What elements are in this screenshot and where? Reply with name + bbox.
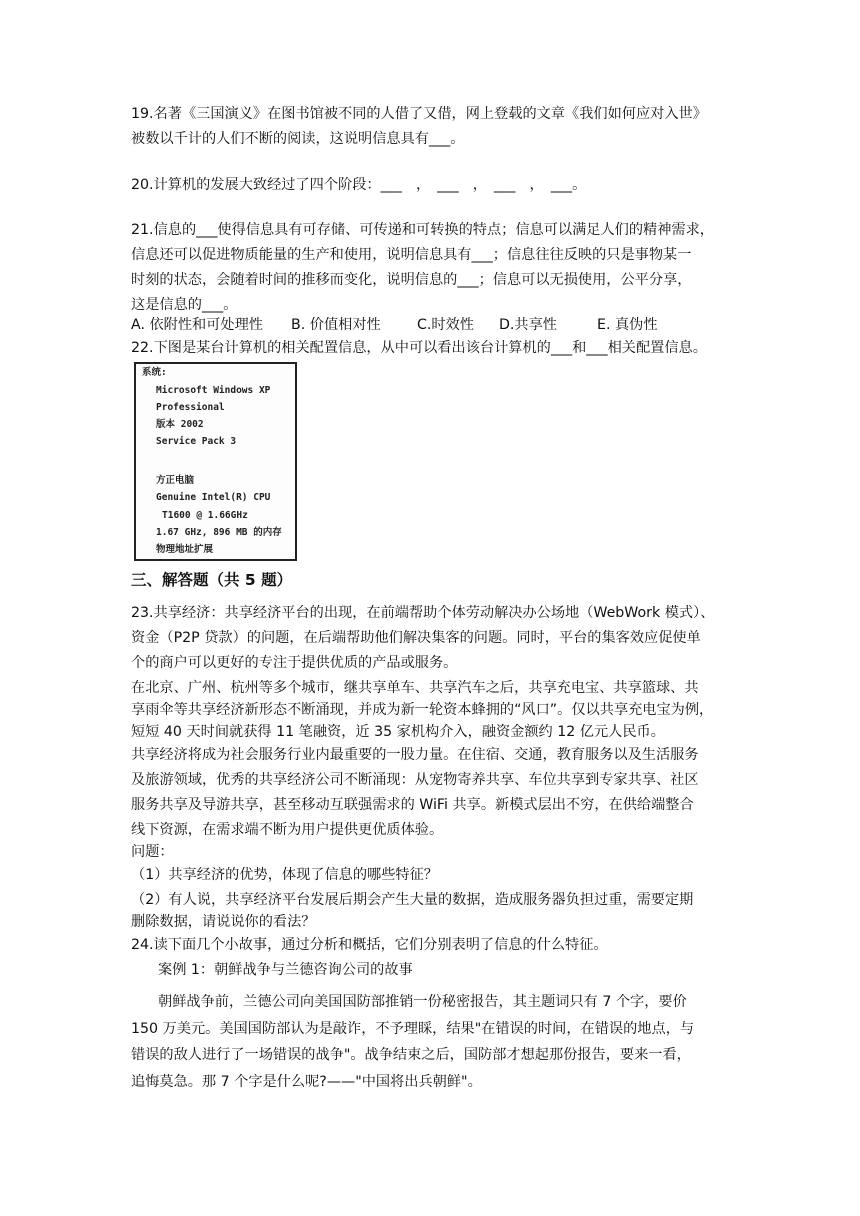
config-text-cpu: Genuine Intel(R) CPU [156,492,271,503]
q24-line-1: 24.读下面几个小故事，通过分析和概括，它们分别表明了信息的什么特征。 [131,937,608,953]
q23-line-11: 问题： [131,844,174,860]
config-text-version: 版本 2002 [156,419,204,430]
q23-line-8: 及旅游领域，优秀的共享经济公司不断涌现：从宠物寄养共享、车位共享到专家共享、社区 [131,772,699,788]
q24-case-title: 案例 1：朝鲜战争与兰德咨询公司的故事 [158,962,413,978]
q23-line-1: 23.共享经济：共享经济平台的出现，在前端帮助个体劳动解决办公场地（WebWork 模式）、 [131,605,715,621]
q23-line-6: 短短 40 天时间就获得 11 笔融资，近 35 家机构介入，融资金额约 12 亿元人民币。 [131,724,665,740]
config-text-maker: 方正电脑 [156,475,195,486]
q20-line-1: 20.计算机的发展大致经过了四个阶段：___ ， ___ ， ___ ， ___。 [131,177,587,193]
q23-line-2: 资金（P2P 贷款）的问题，在后端帮助他们解决集客的问题。同时，平台的集客效应促使单 [131,630,701,646]
q23-line-14: 删除数据，请说说你的看法？ [131,914,316,930]
option-c: C.时效性 [417,317,474,333]
q23-line-3: 个的商户可以更好的专注于提供优质的产品或服务。 [131,655,458,671]
config-text-cpu-model: T1600 @ 1.66GHz [162,510,248,521]
section-3-title: 三、解答题（共 5 题） [131,571,293,589]
q24-line-4: 错误的敌人进行了一场错误的战争"。战争结束之后，国防部才想起那份报告，要来一看， [131,1047,691,1063]
option-b: B. 价值相对性 [291,317,381,333]
q23-line-10: 线下资源，在需求端不断为用户提供更优质体验。 [131,822,444,838]
q21-line-1: 21.信息的___使得信息具有可存储、可传递和可转换的特点；信息可以满足人们的精神需求， [131,222,714,238]
q21-options [131,315,731,335]
config-text-edition: Professional [156,402,225,413]
config-text-sp: Service Pack 3 [156,436,237,447]
q24-line-5: 追悔莫急。那 7 个字是什么呢?——"中国将出兵朝鲜"。 [131,1074,482,1090]
q23-line-13: （2）有人说，共享经济平台发展后期会产生大量的数据，造成服务器负担过重，需要定期 [131,892,694,908]
config-text-system: 系统: [142,367,167,378]
config-screenshot [134,362,297,561]
config-text-memory: 1.67 GHz, 896 MB 的内存 [156,527,282,538]
q23-line-9: 服务共享及导游共享，甚至移动互联强需求的 WiFi 共享。新模式层出不穷，在供给端整合 [131,797,694,813]
q24-line-2: 朝鲜战争前，兰德公司向美国国防部推销一份秘密报告，其主题词只有 7 个字，要价 [158,994,687,1010]
q21-line-3: 时刻的状态，会随着时间的推移而变化，说明信息的___；信息可以无损使用，公平分享， [131,272,692,288]
q23-line-7: 共享经济将成为社会服务行业内最重要的一股力量。在住宿、交通，教育服务以及生活服务 [131,747,699,763]
q21-line-2: 信息还可以促进物质能量的生产和使用，说明信息具有___；信息往往反映的只是事物某一 [131,247,692,263]
option-a: A. 依附性和可处理性 [131,317,263,333]
q19-line-2: 被数以千计的人们不断的阅读，这说明信息具有___。 [131,131,465,147]
q21-line-4: 这是信息的___。 [131,297,238,313]
q23-line-12: （1）共享经济的优势，体现了信息的哪些特征？ [131,867,438,883]
q23-line-4: 在北京、广州、杭州等多个城市，继共享单车、共享汽车之后，共享充电宝、共享篮球、共 [131,680,699,696]
config-text-os: Microsoft Windows XP [156,385,271,396]
q23-line-5: 享雨伞等共享经济新形态不断涌现，并成为新一轮资本蜂拥的“风口”。仅以共享充电宝为例， [131,702,714,718]
option-e: E. 真伪性 [597,317,658,333]
config-text-pae: 物理地址扩展 [156,544,214,555]
q24-line-3: 150 万美元。美国国防部认为是敲诈，不予理睬，结果"在错误的时间，在错误的地点，与 [131,1021,695,1037]
q19-line-1: 19.名著《三国演义》在图书馆被不同的人借了又借，网上登载的文章《我们如何应对入世》 [131,106,707,122]
q22-line-1: 22.下图是某台计算机的相关配置信息，从中可以看出该台计算机的___和___相关配置信息。 [131,340,707,356]
option-d: D.共享性 [499,317,557,333]
